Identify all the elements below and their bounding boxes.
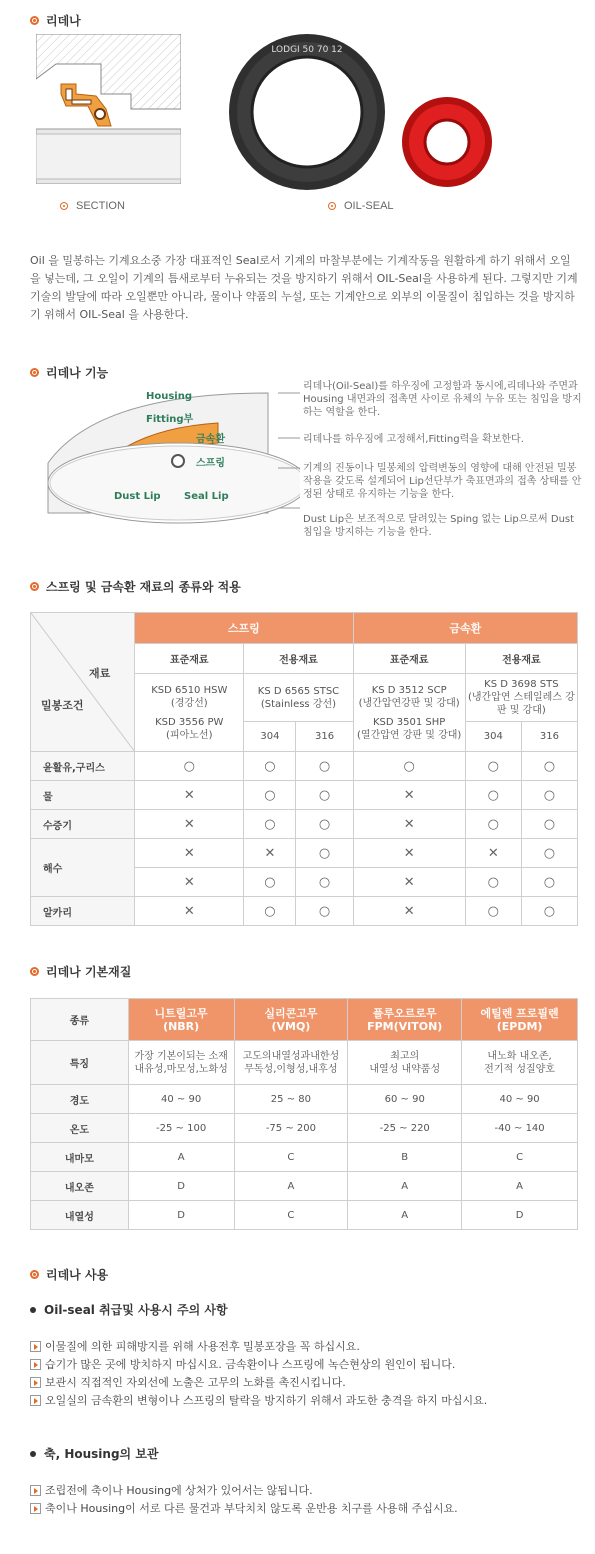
table-cell: D xyxy=(462,1201,578,1230)
table-cell: ✕ xyxy=(353,897,465,926)
table-cell: ○ xyxy=(465,897,521,926)
table-cell: 40 ~ 90 xyxy=(462,1085,578,1114)
function-diagram xyxy=(38,383,300,528)
list-item: 이물질에 의한 피해방지를 위해 사용전후 밀봉포장을 꼭 하십시요. xyxy=(30,1338,360,1354)
table-cell: ✕ xyxy=(135,810,244,839)
spring-std1b: (경강선) xyxy=(170,697,208,709)
function-note-4: Dust Lip은 보조적으로 달려있는 Sping 없는 Lip으로써 Dust 침입을 방지하는 기능을 한다. xyxy=(303,514,575,538)
table-cell: ○ xyxy=(244,810,296,839)
metal-std1: KS D 3512 SCP xyxy=(371,684,447,696)
label-dust-lip: Dust Lip xyxy=(114,491,161,502)
spring-grade-316: 316 xyxy=(296,722,353,752)
usage-subtitle-1: Oil-seal 취급및 사용시 주의 사항 xyxy=(30,1301,228,1318)
table-cell: ✕ xyxy=(135,868,244,897)
section-title-lidena: 리데나 xyxy=(30,12,81,29)
table-cell: -75 ~ 200 xyxy=(234,1114,348,1143)
table-cell: ○ xyxy=(521,839,577,868)
spring-std-cell xyxy=(135,674,244,752)
table-cell: ○ xyxy=(244,752,296,781)
arrow-box-icon xyxy=(30,1395,41,1406)
diagonal-line xyxy=(31,613,135,752)
bullet-icon xyxy=(60,202,68,210)
row-label: 알카리 xyxy=(31,897,135,926)
row-label: 내마모 xyxy=(31,1143,129,1172)
arrow-box-icon xyxy=(30,1377,41,1388)
spring-std1: KSD 6510 HSW xyxy=(151,684,228,696)
table-cell: ○ xyxy=(296,810,353,839)
table-cell: ○ xyxy=(521,781,577,810)
table-cell: A xyxy=(348,1172,462,1201)
feature-fpm: 최고의 내열성 내약품성 xyxy=(348,1041,462,1085)
section-title-materials: 스프링 및 금속환 재료의 종류와 적용 xyxy=(30,578,241,595)
label-metal-ring: 금속환 xyxy=(196,434,225,445)
table-cell: ✕ xyxy=(353,839,465,868)
header-epdm: 에틸렌 프로필렌 (EPDM) xyxy=(462,999,578,1041)
list-item: 습기가 많은 곳에 방치하지 마십시요. 금속환이나 스프링에 녹슨현상의 원인이 됩니다. xyxy=(30,1356,455,1372)
table-cell: C xyxy=(462,1143,578,1172)
section-caption: SECTION xyxy=(60,200,125,212)
table-cell: ✕ xyxy=(135,839,244,868)
corner-top-label: 재료 xyxy=(89,667,111,680)
arrow-box-icon xyxy=(30,1341,41,1352)
table-cell: A xyxy=(128,1143,234,1172)
section-title-function: 리데나 기능 xyxy=(30,364,108,381)
list-item: 조립전에 축이나 Housing에 상처가 있어서는 않됩니다. xyxy=(30,1482,313,1498)
material-table xyxy=(30,612,578,926)
metal-std2: KSD 3501 SHP xyxy=(373,716,446,728)
table-cell: ✕ xyxy=(353,781,465,810)
header-metal-special: 전용재료 xyxy=(465,644,577,674)
label-spring: 스프링 xyxy=(196,458,225,469)
table-cell: ○ xyxy=(135,752,244,781)
oilseal-caption: OIL-SEAL xyxy=(328,200,394,212)
table-cell: ○ xyxy=(465,781,521,810)
row-label: 특징 xyxy=(31,1041,129,1085)
header-metal: 금속환 xyxy=(353,613,577,644)
metal-grade-316: 316 xyxy=(521,722,577,752)
table-cell: ○ xyxy=(296,752,353,781)
function-note-2: 리데나를 하우징에 고정해서,Fitting력을 확보한다. xyxy=(303,434,524,445)
oil-seal-photo xyxy=(225,30,505,195)
arrow-box-icon xyxy=(30,1485,41,1496)
label-seal-lip: Seal Lip xyxy=(184,491,229,502)
table-cell: A xyxy=(348,1201,462,1230)
row-label: 내열성 xyxy=(31,1201,129,1230)
table-cell: ✕ xyxy=(465,839,521,868)
table-cell: A xyxy=(234,1172,348,1201)
table-cell: C xyxy=(234,1143,348,1172)
corner-bottom-label: 밀봉조건 xyxy=(41,699,84,712)
intro-paragraph: Oil 을 밀봉하는 기계요소중 가장 대표적인 Seal로서 기계의 마찰부분에는 기계작동을 원활하게 하기 위해서 오일을 넣는데, 그 오일이 기계의 틈새로부터 누유되는 것을 방지하기 위해서 OIL-Seal을 사용하게 된다. 그렇지만 기계기술의 발달에 따라 오일뿐만 아니라, 물이나 약품의 누설, 또는 기계안으로 외부의 이물질이 침입하는 것을 방지하기 위해서 OIL-Seal 을 사용한다. xyxy=(30,254,578,321)
metal-std2b: (열간압연 강판 및 강대) xyxy=(357,729,462,741)
table-cell: ✕ xyxy=(135,897,244,926)
bullet-icon xyxy=(30,967,39,976)
feature-epdm: 내노화 내오존, 전기적 성질양호 xyxy=(462,1041,578,1085)
row-label: 경도 xyxy=(31,1085,129,1114)
function-note-3: 기계의 진동이나 밀봉체의 압력변동의 영향에 대해 안전된 밀봉작용을 갖도록 설계되어 Lip선단부가 축표면과의 접촉 상태를 안정된 상태로 유지하는 기능을 한다. xyxy=(303,463,582,500)
feature-vmq: 고도의내열성과내한성 무독성,이형성,내후성 xyxy=(234,1041,348,1085)
arrow-box-icon xyxy=(30,1359,41,1370)
bullet-icon xyxy=(30,368,39,377)
row-label: 물 xyxy=(31,781,135,810)
feature-nbr: 가장 기본이되는 소재 내유성,마모성,노화성 xyxy=(128,1041,234,1085)
table-cell: ○ xyxy=(465,752,521,781)
table-cell: ✕ xyxy=(244,839,296,868)
list-item: 축이나 Housing이 서로 다른 물건과 부닥치치 않도록 운반용 치구를 사용해 주십시요. xyxy=(30,1500,458,1516)
spring-spb: (Stainless 강선) xyxy=(260,698,337,710)
table-cell: -40 ~ 140 xyxy=(462,1114,578,1143)
bullet-icon xyxy=(30,582,39,591)
spring-std2: KSD 3556 PW xyxy=(155,716,224,728)
table-cell: ○ xyxy=(465,810,521,839)
table-cell: ○ xyxy=(521,810,577,839)
table-cell: 25 ~ 80 xyxy=(234,1085,348,1114)
table-cell: A xyxy=(462,1172,578,1201)
bullet-icon xyxy=(30,16,39,25)
dot-icon xyxy=(30,1307,36,1313)
table-cell: D xyxy=(128,1201,234,1230)
row-label: 온도 xyxy=(31,1114,129,1143)
row-label: 윤활유,구리스 xyxy=(31,752,135,781)
table-cell: ○ xyxy=(244,868,296,897)
table-cell: ○ xyxy=(296,897,353,926)
table-cell: C xyxy=(234,1201,348,1230)
dot-icon xyxy=(30,1451,36,1457)
table-cell: 60 ~ 90 xyxy=(348,1085,462,1114)
list-item: 오일실의 금속환의 변형이나 스프링의 탈락을 방지하기 위해서 과도한 충격을 하지 마십시요. xyxy=(30,1392,487,1408)
arrow-box-icon xyxy=(30,1503,41,1514)
section-title-rubber: 리데나 기본재질 xyxy=(30,963,131,980)
rubber-table xyxy=(30,998,578,1230)
spring-grade-304: 304 xyxy=(244,722,296,752)
bullet-icon xyxy=(328,202,336,210)
spring-std2b: (피아노선) xyxy=(166,729,213,741)
table-cell: ○ xyxy=(353,752,465,781)
table-cell: B xyxy=(348,1143,462,1172)
section-drawing xyxy=(36,34,181,184)
table-cell: ○ xyxy=(296,868,353,897)
header-spring: 스프링 xyxy=(135,613,353,644)
header-nbr: 니트릴고무 (NBR) xyxy=(128,999,234,1041)
section-title-usage: 리데나 사용 xyxy=(30,1266,108,1283)
header-fpm: 플루오르로무 FPM(VITON) xyxy=(348,999,462,1041)
metal-sp: KS D 3698 STS xyxy=(484,679,559,690)
header-spring-std: 표준재료 xyxy=(135,644,244,674)
row-label: 해수 xyxy=(31,839,135,897)
metal-spb: (냉간압연 스테일레스 강판 및 강대) xyxy=(467,692,575,716)
header-vmq: 실리콘고무 (VMQ) xyxy=(234,999,348,1041)
table-cell: ○ xyxy=(465,868,521,897)
header-metal-std: 표준재료 xyxy=(353,644,465,674)
label-housing: Housing xyxy=(146,391,193,402)
table-cell: ○ xyxy=(244,897,296,926)
table-cell: ○ xyxy=(244,781,296,810)
usage-subtitle-2: 축, Housing의 보관 xyxy=(30,1445,159,1462)
spring-sp-cell xyxy=(244,674,353,722)
corner-kind: 종류 xyxy=(31,999,129,1041)
row-label: 내오존 xyxy=(31,1172,129,1201)
list-item: 보관시 직접적인 자외선에 노출은 고무의 노화를 촉진시킵니다. xyxy=(30,1374,346,1390)
table-cell: ✕ xyxy=(353,868,465,897)
bullet-icon xyxy=(30,1270,39,1279)
label-fitting: Fitting부 xyxy=(146,414,194,425)
table-cell: ○ xyxy=(521,752,577,781)
row-label: 수증기 xyxy=(31,810,135,839)
table-cell: -25 ~ 220 xyxy=(348,1114,462,1143)
table-cell: -25 ~ 100 xyxy=(128,1114,234,1143)
table-cell: 40 ~ 90 xyxy=(128,1085,234,1114)
header-spring-special: 전용재료 xyxy=(244,644,353,674)
table-cell: ○ xyxy=(521,897,577,926)
metal-std1b: (냉간압연강판 및 강대) xyxy=(358,697,460,709)
table-cell: ○ xyxy=(521,868,577,897)
table-cell: ○ xyxy=(296,781,353,810)
table-cell: ✕ xyxy=(353,810,465,839)
corner-cell xyxy=(31,613,135,752)
table-cell: D xyxy=(128,1172,234,1201)
metal-grade-304: 304 xyxy=(465,722,521,752)
table-cell: ○ xyxy=(296,839,353,868)
spring-sp: KS D 6565 STSC xyxy=(257,685,340,697)
metal-sp-cell xyxy=(465,674,577,722)
function-note-1: 리데나(Oil-Seal)를 하우징에 고정함과 동시에,리데나와 주면과 Housing 내면과의 접촉면 사이로 유체의 누유 또는 침입을 방지하는 역할을 한다. xyxy=(303,381,582,418)
table-cell: ✕ xyxy=(135,781,244,810)
metal-std-cell xyxy=(353,674,465,752)
seal-marking: LODGI 50 70 12 xyxy=(271,45,343,55)
